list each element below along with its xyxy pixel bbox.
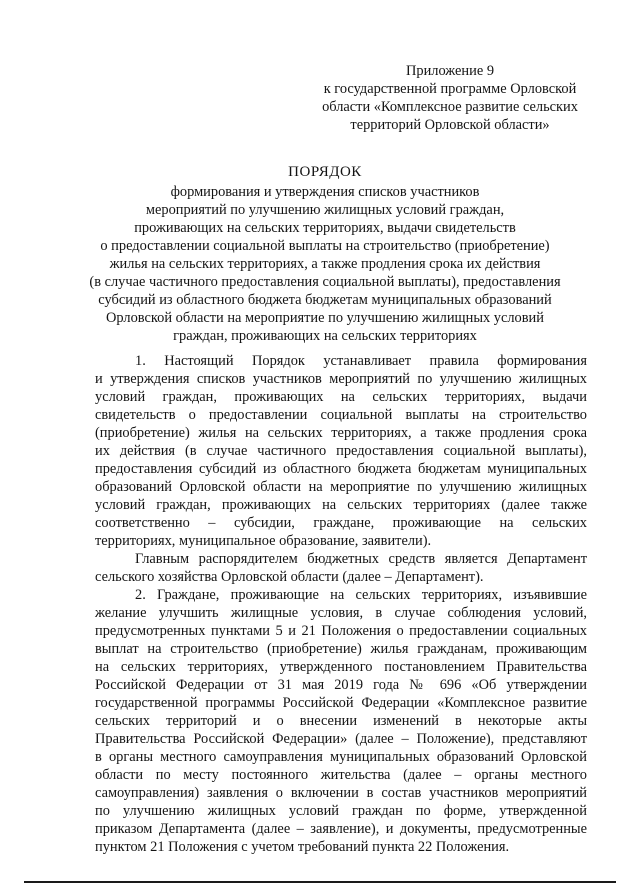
text-line: желание улучшить жилищные условия, в случае соблюдения условий, xyxy=(95,605,587,621)
text-line: условий граждан, проживающих на сельских территориях (далее также xyxy=(95,497,587,513)
text-line: Главным распорядителем бюджетных средств является Департамент xyxy=(135,551,587,567)
text-line: области по месту постоянного жительства (далее – органы местного xyxy=(95,767,587,783)
document-body xyxy=(95,352,587,856)
text-line: сельского хозяйства Орловской области (далее – Департамент). xyxy=(95,569,484,585)
text-line: в органы местного самоуправления муниципальных образований Орловской xyxy=(95,749,587,765)
text-line: государственной программы Российской Федерации «Комплексное развитие xyxy=(95,695,587,711)
subtitle-line: мероприятий по улучшению жилищных условий граждан, xyxy=(145,202,505,218)
text-line: Российской Федерации от 31 мая 2019 года № 696 «Об утверждении xyxy=(95,677,587,693)
paragraph-1 xyxy=(95,352,587,550)
appendix-line: к государственной программе Орловской xyxy=(323,81,577,97)
subtitle-line: (в случае частичного предоставления социальной выплаты), предоставления xyxy=(89,274,561,290)
text-line: образований Орловской области на мероприятие по улучшению жилищных xyxy=(95,479,587,495)
subtitle-line: граждан, проживающих на сельских территориях xyxy=(173,328,477,344)
appendix-header xyxy=(300,62,600,134)
subtitle-line: субсидий из областного бюджета бюджетам муниципальных образований xyxy=(98,292,552,308)
text-line: (приобретение) жилья на сельских территориях, а также продления срока xyxy=(95,425,587,441)
text-line: территориях, муниципальное образование, заявители). xyxy=(95,533,432,549)
document-title: ПОРЯДОК xyxy=(288,164,362,180)
text-line: пунктом 21 Положения с учетом требований пункта 22 Положения. xyxy=(95,839,510,855)
subtitle-line: жилья на сельских территориях, а также продления срока их действия xyxy=(109,256,541,272)
text-line: 2. Граждане, проживающие на сельских территориях, изъявившие xyxy=(135,587,587,603)
text-line: по улучшению жилищных условий граждан по форме, утвержденной xyxy=(95,803,587,819)
text-line: выплат на строительство (приобретение) жилья гражданам, проживающим xyxy=(95,641,587,657)
appendix-line: территорий Орловской области» xyxy=(350,117,550,133)
text-line: предоставления субсидий из областного бюджета бюджетам муниципальных xyxy=(95,461,587,477)
appendix-line: области «Комплексное развитие сельских xyxy=(322,99,578,115)
text-line: предусмотренных пунктами 5 и 21 Положения о предоставлении социальных xyxy=(95,623,587,639)
appendix-line: Приложение 9 xyxy=(405,63,495,79)
text-line: условий граждан, проживающих на сельских территориях, выдачи xyxy=(95,389,587,405)
text-line: свидетельств о предоставлении социальной выплаты на строительство xyxy=(95,407,587,423)
text-line: самоуправления) заявления о включении в состав участников мероприятий xyxy=(95,785,587,801)
paragraph-1b xyxy=(95,550,587,586)
text-line: приказом Департамента (далее – заявление), и документы, предусмотренные xyxy=(95,821,587,837)
paragraph-2 xyxy=(95,586,587,856)
text-line: на сельских территориях, утвержденного постановлением Правительства xyxy=(95,659,587,675)
subtitle-line: Орловской области на мероприятие по улучшению жилищных условий xyxy=(106,310,544,326)
document-subtitle xyxy=(40,183,610,345)
text-line: и утверждения списков участников мероприятий по улучшению жилищных xyxy=(95,371,587,387)
subtitle-line: проживающих на сельских территориях, выдачи свидетельств xyxy=(134,220,516,236)
subtitle-line: формирования и утверждения списков участников xyxy=(170,184,480,200)
text-line: их действия (в случае частичного предоставления социальной выплаты), xyxy=(95,443,587,459)
subtitle-line: о предоставлении социальной выплаты на строительство (приобретение) xyxy=(100,238,550,254)
text-line: сельских территорий и о внесении изменений в некоторые акты xyxy=(95,713,587,729)
text-line: Правительства Российской Федерации» (далее – Положение), представляют xyxy=(95,731,587,747)
text-line: соответственно – субсидии, граждане, проживающие на сельских xyxy=(95,515,587,531)
text-line: 1. Настоящий Порядок устанавливает правила формирования xyxy=(135,353,587,369)
bottom-scan-edge xyxy=(24,881,616,883)
